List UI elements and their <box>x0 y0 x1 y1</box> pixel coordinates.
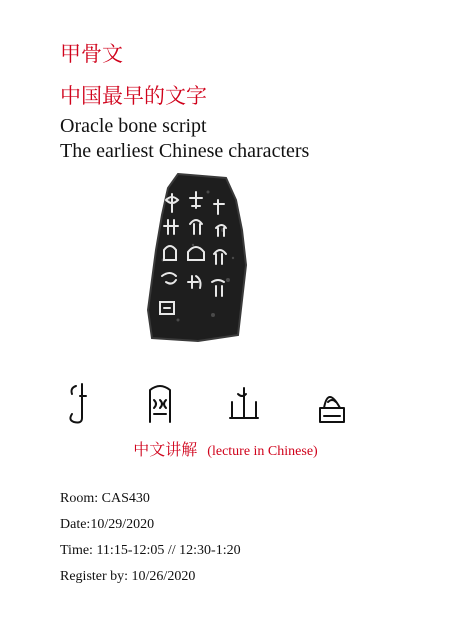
room-info: Room: CAS430 <box>60 491 150 506</box>
oracle-glyph-2-icon <box>150 386 170 422</box>
time-info: Time: 11:15-12:05 // 12:30-1:20 <box>60 543 241 558</box>
oracle-glyph-3-icon <box>230 388 258 418</box>
oracle-glyph-1-icon <box>70 384 86 423</box>
english-title: Oracle bone script <box>60 115 207 137</box>
register-deadline: Register by: 10/26/2020 <box>60 569 196 584</box>
date-info: Date:10/29/2020 <box>60 517 155 532</box>
chinese-subtitle: 中国最早的文字 <box>60 84 207 108</box>
oracle-glyph-row <box>62 378 362 426</box>
lecture-language-line <box>0 437 451 460</box>
chinese-title-jiaguwen: 甲骨文 <box>60 42 123 66</box>
oracle-glyph-4-icon <box>320 397 344 422</box>
english-subtitle: The earliest Chinese characters <box>60 140 310 162</box>
lecture-chinese-label: 中文讲解 <box>133 440 198 459</box>
oracle-bone-rubbing-image <box>138 170 248 345</box>
lecture-english-label: (lecture in Chinese) <box>207 444 318 459</box>
